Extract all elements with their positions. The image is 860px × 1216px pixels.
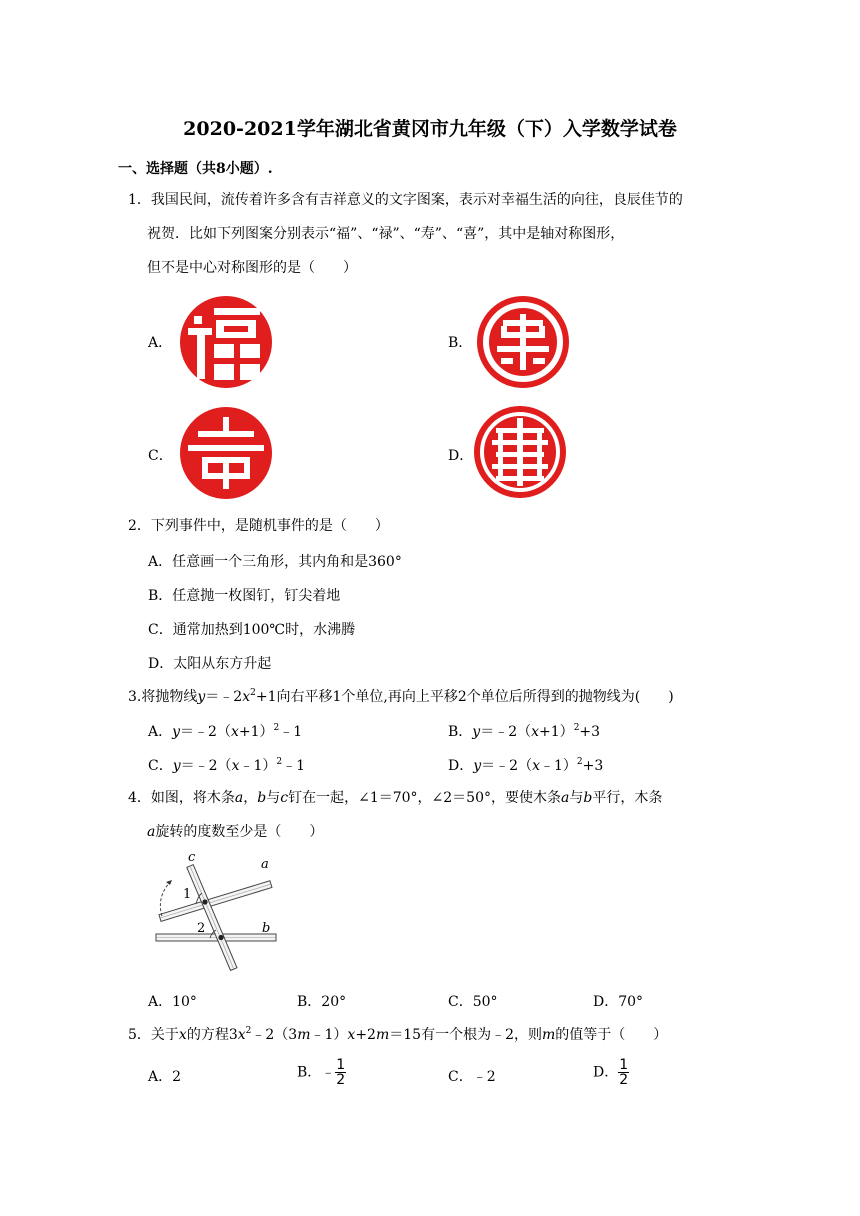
- q4-option-c: C．50°: [448, 994, 498, 1010]
- q3-option-b: B．$y=﹣2(x+1)^2+3$: [448, 723, 601, 740]
- stick-c: [187, 865, 237, 971]
- q1-line3: 但不是中心对称图形的是（ ）: [147, 260, 357, 276]
- nail-bottom: [218, 935, 223, 940]
- fraction: $\frac{1}{2}$: [619, 1057, 629, 1088]
- q4-option-d: D．70°: [593, 994, 644, 1010]
- fig-label-c: c: [188, 850, 196, 865]
- q2-option-c: C．通常加热到100℃时，水沸腾: [148, 622, 356, 638]
- q1-option-d-label: D．: [448, 448, 474, 464]
- q2-stem: 2．下列事件中，是随机事件的是（ ）: [128, 518, 389, 534]
- q3-stem: 3.将抛物线$y=﹣2x^2+1$向右平移1个单位,再向上平移2个单位后所得到的抛物线为( ): [128, 688, 674, 705]
- fig-label-angle1: 1: [183, 887, 192, 902]
- q1-option-b-label: B．: [448, 335, 473, 351]
- section-heading: 一、选择题（共8小题）.: [118, 161, 273, 177]
- q5-option-b: B．﹣ $\frac{1}{2}$: [297, 1057, 346, 1088]
- q4-line1: 4．如图，将木条a，b与c钉在一起，∠1＝70°，∠2＝50°，要使木条a与b平行，木条: [128, 790, 663, 806]
- q4-option-a: A．10°: [148, 994, 197, 1010]
- q4-option-b: B．20°: [297, 994, 347, 1010]
- stick-a: [159, 881, 272, 922]
- fig-label-b: b: [262, 921, 271, 936]
- q2-option-b: B．任意抛一枚图钉，钉尖着地: [148, 588, 341, 604]
- shou-seal-icon: [180, 407, 272, 499]
- q5-option-a: A．2: [148, 1069, 182, 1085]
- q2-option-d: D．太阳从东方升起: [148, 656, 272, 672]
- fraction: $\frac{1}{2}$: [336, 1057, 346, 1088]
- rotation-arrow: [160, 880, 172, 916]
- sticks-figure: [150, 850, 280, 972]
- fig-label-angle2: 2: [197, 921, 206, 936]
- fig-label-a: a: [261, 857, 269, 872]
- q3-option-c: C．y＝﹣2（x﹣1）$^2$﹣1: [148, 757, 306, 774]
- q1-option-c-label: C．: [148, 448, 173, 464]
- fu-seal-icon: [180, 296, 272, 388]
- q5-option-d: D． $\frac{1}{2}$: [593, 1057, 629, 1088]
- lu-seal-icon: [477, 296, 569, 388]
- xi-seal-icon: [474, 406, 566, 498]
- q1-line1: 1．我国民间，流传着许多含有吉祥意义的文字图案，表示对幸福生活的向往，良辰佳节的: [128, 192, 683, 208]
- q1-option-a-label: A．: [148, 335, 173, 351]
- q1-line2: 祝贺．比如下列图案分别表示“福”、“禄”、“寿”、“喜”，其中是轴对称图形，: [147, 226, 625, 242]
- q3-option-d: D．y＝﹣2（x﹣1）$^2$+3: [448, 757, 604, 774]
- page-title: 2020-2021学年湖北省黄冈市九年级（下）入学数学试卷: [183, 118, 677, 140]
- nail-top: [202, 899, 207, 904]
- q2-option-a: A．任意画一个三角形，其内角和是360°: [148, 554, 402, 570]
- q5-stem: 5．关于x的方程$3x^2﹣2(3m﹣1)x+2m=15$有一个根为﹣2，则m的值等于（ ）: [128, 1026, 668, 1043]
- q3-option-a: A．$y=﹣2(x+1)^2﹣1$: [148, 723, 303, 740]
- q4-line2: a旋转的度数至少是（ ）: [147, 824, 324, 840]
- q5-option-c: C．﹣2: [448, 1069, 496, 1085]
